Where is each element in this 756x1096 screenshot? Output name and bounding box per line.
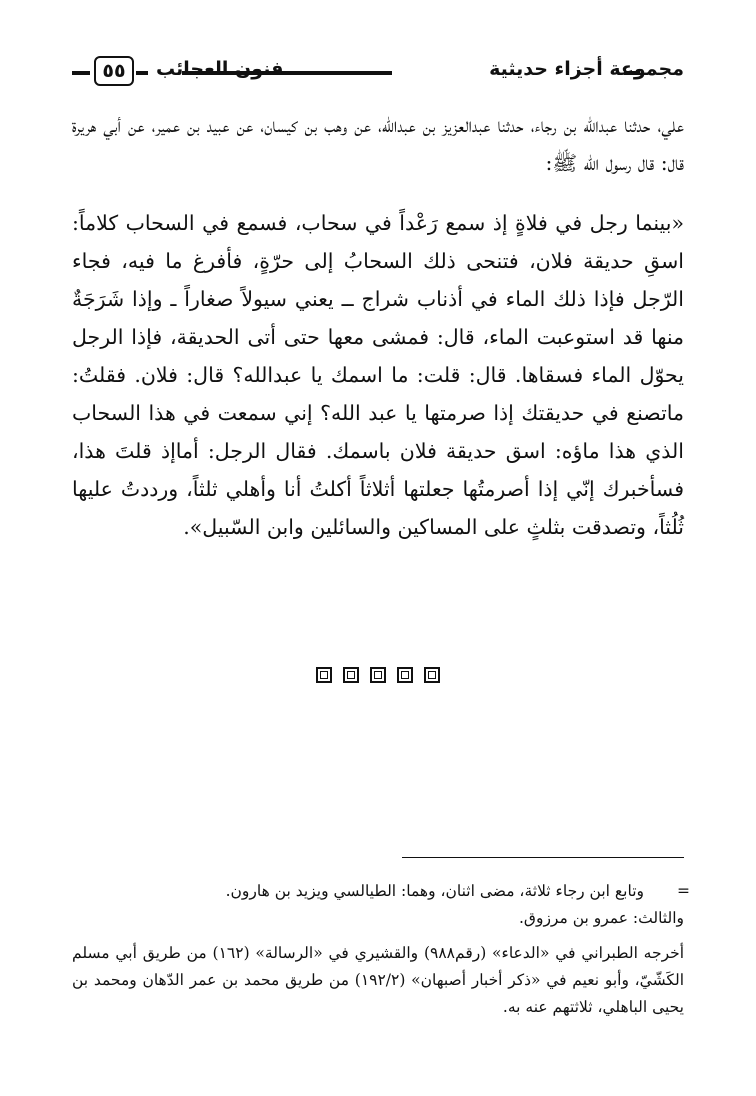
main-text	[72, 106, 684, 546]
footnote-line: وتابع ابن رجاء ثلاثة، مضى اثنان، وهما: الطيالسي ويزيد بن هارون.	[225, 882, 644, 900]
section-separator	[0, 664, 756, 683]
footnote-line: والثالث: عمرو بن مرزوق.	[519, 909, 684, 927]
header-rule	[72, 71, 90, 75]
ornament-box	[343, 667, 359, 683]
hadith-paragraph: «بينما رجل في فلاةٍ إذ سمع رَعْداً في سحاب، فسمع في السحاب كلاماً: اسقِ حديقة فلان، فتنحى ذلك السحابُ إلى حرّةٍ، فأفرغ ما فيه، فجاء الرّجل فإذا ذلك الماء في أذناب شراج ــ يعني سيولاً صغاراً ـ وإذا شَرَجَةٌ منها قد استوعبت الماء، قال: فمشى معها حتى أتى الحديقة، فإذا الرجل يحوّل الماء فسقاها. قال: قلت: ما اسمك يا عبدالله؟ قال: فلان. فقلتُ: ماتصنع في حديقتك إذا صرمتها يا عبد الله؟ إني سمعت في هذا السحاب الذي هذا ماؤه: اسق حديقة فلان باسمك. فقال الرجل: أماإذ قلتَ هذا، فسأخبرك إنّي إذا أصرمتُها جعلتها أثلاثاً أكلتُ أنا وأهلي ثلثاً، ورددتُ عليها ثُلُثاً، وتصدقت بثلثٍ على المساكين والسائلين وابن السّبيل».	[72, 211, 684, 539]
header-rule	[136, 71, 148, 75]
footnote-takhrij: أخرجه الطبراني في «الدعاء» (رقم٩٨٨) والقشيري في «الرسالة» (١٦٢) من طريق أبي مسلم الكَشّيّ، وأبو نعيم في «ذكر أخبار أصبهان» (١٩٢/٢) من طريق محمد بن عمر الدّهان ومحمد بن يحيى الباهلي، ثلاثتهم عنه به.	[72, 944, 685, 1016]
ornament-box	[424, 667, 440, 683]
ornament-box	[316, 667, 332, 683]
isnad-paragraph: علي، حدثنا عبدالله بن رجاء، حدثنا عبدالعزيز بن عبدالله، عن وهب بن كيسان، عن عبيد بن عمير، عن أبي هريرة قال: قال رسول الله ﷺ:	[72, 113, 684, 175]
footnotes	[72, 878, 690, 1021]
chapter-title: فنون العجائب	[156, 58, 284, 80]
footnote-marker: =	[677, 882, 690, 900]
page-number: ٥٥	[94, 56, 134, 86]
running-header	[72, 56, 684, 92]
ornament-box	[370, 667, 386, 683]
footnote-continuation	[72, 878, 690, 905]
ornament-box	[397, 667, 413, 683]
footnote-rule	[402, 857, 684, 858]
book-title: مجموعة أجزاء حديثية	[489, 58, 684, 80]
